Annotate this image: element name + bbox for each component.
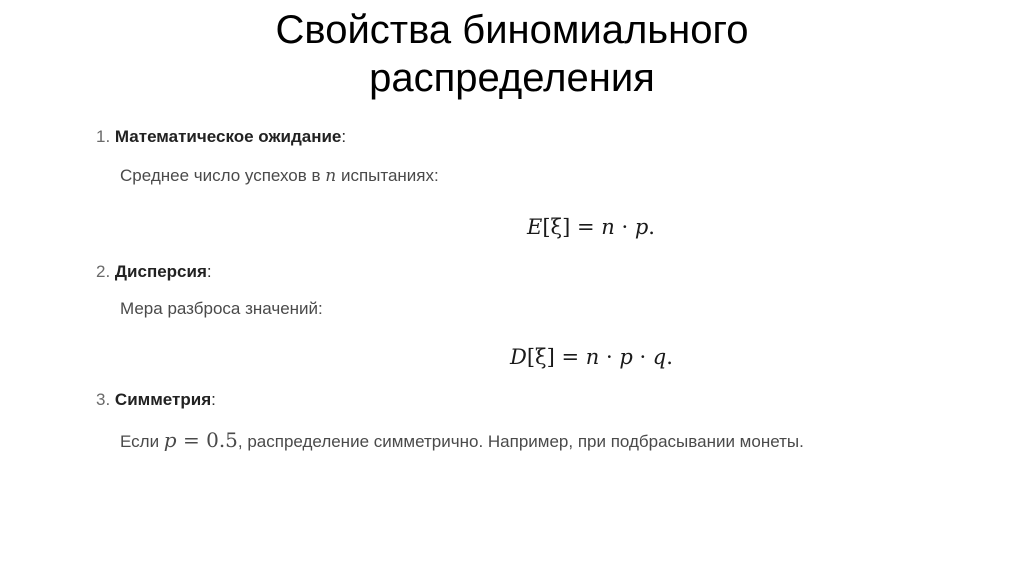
item-2-heading: [96, 262, 212, 282]
formula-2-equals: =: [554, 345, 586, 369]
item-1-colon: :: [341, 127, 347, 146]
formula-1-p: p: [634, 215, 649, 239]
item-1-heading: [96, 127, 346, 147]
formula-1-dot: ·: [614, 215, 635, 239]
item-3-colon: :: [211, 390, 216, 409]
slide-title-line-2: распределения: [369, 56, 655, 100]
formula-1-arg: [ξ]: [542, 215, 571, 239]
item-3-desc-value: 0.5: [206, 428, 238, 452]
item-3-desc-equals: =: [176, 428, 207, 452]
item-3-number: 3.: [96, 390, 111, 409]
formula-1-equals: =: [570, 215, 602, 239]
formula-expectation: [527, 215, 655, 239]
formula-2-func: D: [510, 345, 527, 369]
formula-variance: [510, 345, 673, 369]
item-3-desc-var: p: [163, 428, 177, 452]
item-2-number: 2.: [96, 262, 111, 281]
item-3-title: Симметрия: [114, 390, 212, 409]
formula-2-arg: [ξ]: [526, 345, 555, 369]
slide-title-line-1: Свойства биномиального: [275, 8, 749, 52]
item-3-description: [120, 428, 804, 452]
item-1-desc-text: Среднее число успехов в: [120, 166, 326, 185]
item-3-heading: [96, 390, 216, 410]
item-2-description: Мера разброса значений:: [120, 299, 323, 318]
formula-1-period: .: [648, 215, 655, 239]
item-1-title: Математическое ожидание: [114, 127, 342, 146]
formula-1-n: n: [601, 215, 615, 239]
item-3-desc-text-end: , распределение симметрично. Например, при подбрасывании монеты.: [237, 432, 804, 451]
formula-2-p: p: [619, 345, 633, 369]
item-1-number: 1.: [96, 127, 111, 146]
item-1-description: [120, 166, 439, 186]
item-3-desc-text: Если: [120, 432, 164, 451]
item-2-title: Дисперсия: [114, 262, 207, 281]
item-1-desc-var: n: [325, 166, 337, 186]
item-2-colon: :: [206, 262, 212, 281]
item-1-desc-text-end: испытаниях:: [336, 166, 439, 185]
formula-2-period: .: [666, 345, 673, 369]
formula-2-dot-1: ·: [599, 345, 620, 369]
formula-1-func: E: [527, 215, 543, 239]
formula-2-n: n: [585, 345, 600, 369]
slide-title: [0, 6, 1024, 102]
formula-2-q: q: [652, 345, 667, 369]
formula-2-dot-2: ·: [632, 345, 653, 369]
